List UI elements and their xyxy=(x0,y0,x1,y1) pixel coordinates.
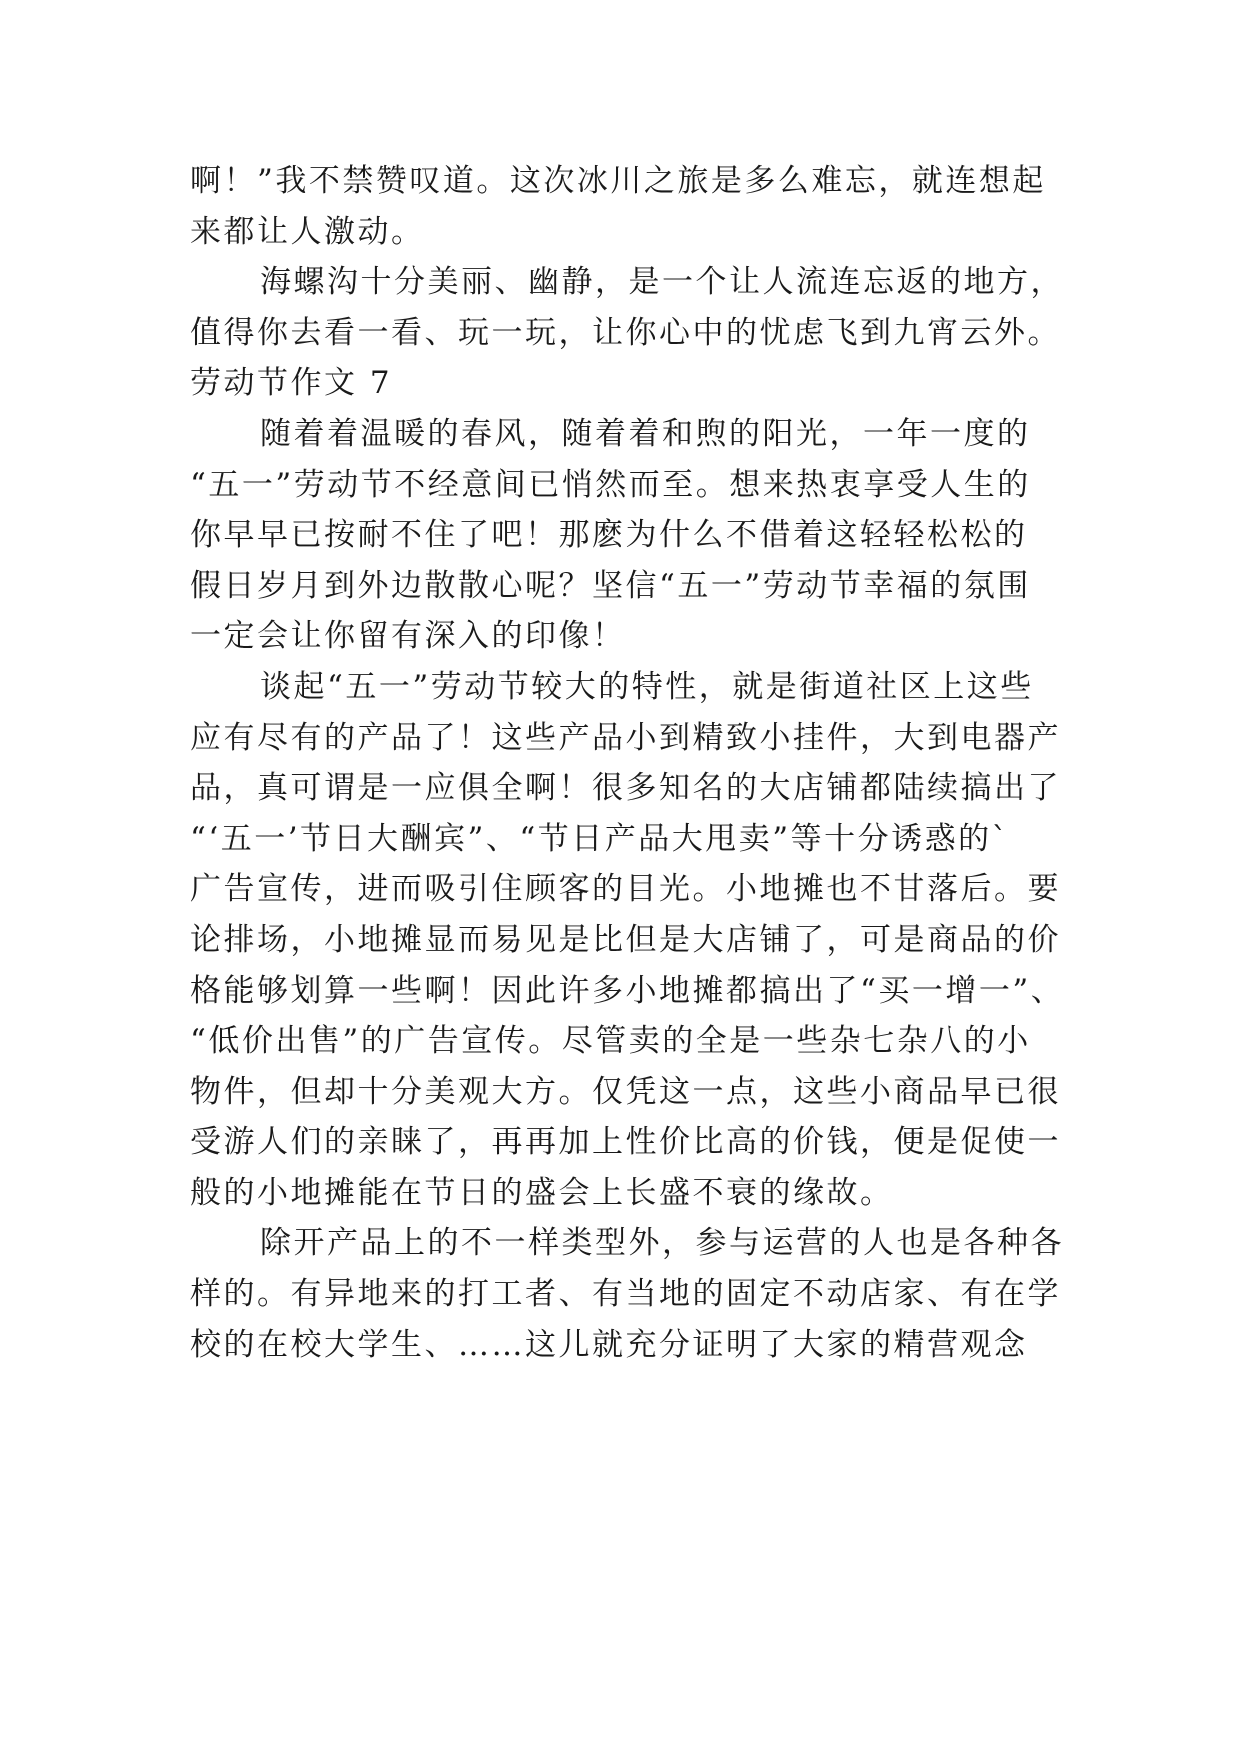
text-line: 劳动节作文 7 xyxy=(190,365,393,402)
text-line: 值得你去看一看、玩一玩，让你心中的忧虑飞到九宵云外。 xyxy=(190,314,1061,351)
text-line: 品，真可谓是一应俱全啊！很多知名的大店铺都陆续搞出了 xyxy=(190,770,1061,807)
text-line: 假日岁月到外边散散心呢？坚信“五一”劳动节幸福的氛围 xyxy=(190,567,1031,604)
text-line: “五一”劳动节不经意间已悄然而至。想来热衷享受人生的 xyxy=(190,466,1031,503)
text-line: 你早早已按耐不住了吧！那麽为什么不借着这轻轻松松的 xyxy=(190,517,1028,554)
text-line: “低价出售”的广告宣传。尽管卖的全是一些杂七杂八的小 xyxy=(190,1023,1031,1060)
text-line: 随着着温暖的春风，随着着和煦的阳光，一年一度的 xyxy=(260,415,1031,452)
body-text xyxy=(190,156,1090,1370)
text-line: 应有尽有的产品了！这些产品小到精致小挂件，大到电器产 xyxy=(190,719,1061,756)
text-line: 啊！”我不禁赞叹道。这次冰川之旅是多么难忘，就连想起 xyxy=(190,163,1046,199)
text-line: 物件，但却十分美观大方。仅凭这一点，这些小商品早已很 xyxy=(190,1073,1061,1110)
text-line: 海螺沟十分美丽、幽静，是一个让人流连忘返的地方， xyxy=(260,264,1064,301)
text-line: 论排场，小地摊显而易见是比但是大店铺了，可是商品的价 xyxy=(190,921,1061,958)
text-line: 格能够划算一些啊！因此许多小地摊都搞出了“买一增一”、 xyxy=(190,972,1065,1009)
text-line: 一定会让你留有深入的印像！ xyxy=(190,618,626,655)
text-line: 样的。有异地来的打工者、有当地的固定不动店家、有在学 xyxy=(190,1276,1061,1313)
text-line: 来都让人激动。 xyxy=(190,213,425,250)
text-line: 广告宣传，进而吸引住顾客的目光。小地摊也不甘落后。要 xyxy=(190,871,1061,908)
text-line: 受游人们的亲睐了，再再加上性价比高的价钱，便是促使一 xyxy=(190,1124,1061,1161)
text-line: 般的小地摊能在节日的盛会上长盛不衰的缘故。 xyxy=(190,1174,894,1211)
text-line: 除开产品上的不一样类型外，参与运营的人也是各种各 xyxy=(260,1225,1064,1262)
text-line: 谈起“五一”劳动节较大的特性，就是街道社区上这些 xyxy=(260,668,1034,705)
text-line: 校的在校大学生、……这儿就充分证明了大家的精营观念 xyxy=(190,1326,1028,1363)
text-line: “‘五一’节日大酬宾”、“节日产品大甩卖”等十分诱惑的` xyxy=(190,820,1010,857)
